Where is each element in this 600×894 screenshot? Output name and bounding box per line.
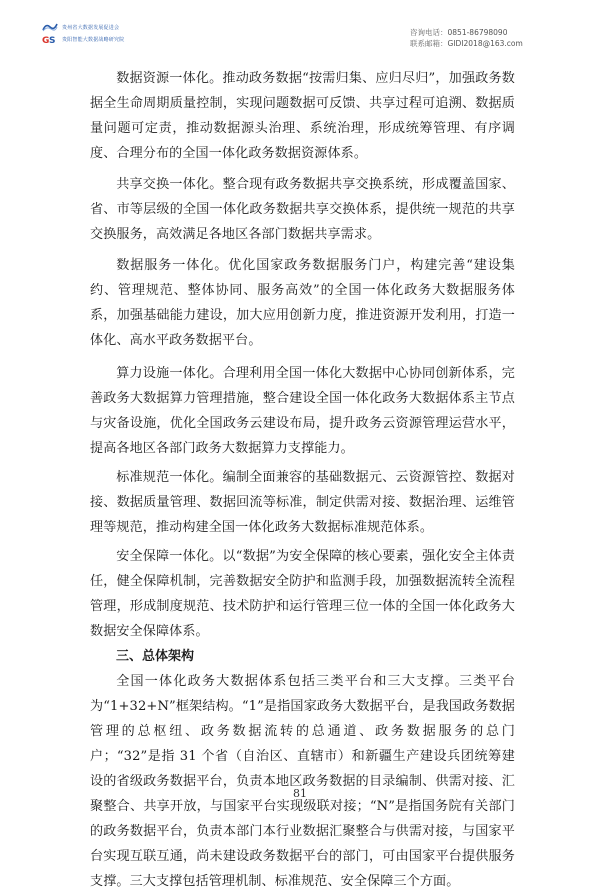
- contact-email-row: [410, 38, 523, 49]
- document-body: [90, 66, 515, 894]
- phone-label: 咨询电话：: [410, 28, 448, 37]
- phone-number: 0851-86798090: [447, 28, 508, 37]
- contact-phone-row: [410, 27, 523, 38]
- paragraph-sharing-exchange: 共享交换一体化。整合现有政务数据共享交换系统，形成覆盖国家、省、市等层级的全国一体化政务数据共享交换体系，提供统一规范的共享交换服务，高效满足各地区各部门数据共享需求。: [90, 177, 515, 242]
- paragraph-data-resources: 数据资源一体化。推动政务数据“按需归集、应归尽归”，加强政务数据全生命周期质量控制，实现问题数据可反馈、共享过程可追溯、数据质量问题可定责，推动数据源头治理、系统治理，形成统筹管理、有序调度、合理分布的全国一体化政务数据资源体系。: [90, 71, 515, 161]
- paragraph-standards: 标准规范一体化。编制全面兼容的基础数据元、云资源管控、数据对接、数据质量管理、数据回流等标准，制定供需对接、数据治理、运维管理等规范，推动构建全国一体化政务大数据标准规范体系。: [90, 470, 515, 535]
- organization-logos: [42, 22, 242, 48]
- paragraph-computing-facilities: 算力设施一体化。合理利用全国一体化大数据中心协同创新体系，完善政务大数据算力管理措施，整合建设全国一体化政务大数据体系主节点与灾备设施，优化全国政务云建设布局，提升政务云资源管理运营水平，提高各地区各部门政务大数据算力支撑能力。: [90, 366, 515, 456]
- association-logo: [42, 22, 119, 32]
- paragraph-security: 安全保障一体化。以“数据”为安全保障的核心要素，强化安全主体责任，健全保障机制，完善数据安全防护和监测手段，加强数据流转全流程管理，形成制度规范、技术防护和运行管理三位一体的全国一体化政务大数据安全保障体系。: [90, 549, 515, 639]
- page-number: 81: [293, 787, 307, 800]
- paragraph-overall-architecture: 全国一体化政务大数据体系包括三类平台和三大支撑。三类平台为“1+32+N”框架结构。“1”是指国家政务大数据平台，是我国政务数据管理的总枢纽、政务数据流转的总通道、政务数据服务的总门户；“32”是指 31 个省（自治区、直辖市）和新疆生产建设兵团统筹建设的省级政务数据平台，负责本地区政务数据的目录编制、供需对接、汇聚整合、共享开放，与国家平台实现级联对接；“N”是指国务院有关部门的政务数据平台，负责本部门本行业数据汇聚整合与供需对接，与国家平台实现互联互通，尚未建设政务数据平台的部门，可由国家平台提供服务支撑。三大支撑包括管理机制、标准规范、安全保障三个方面。: [90, 674, 515, 889]
- institute-emblem-icon: [42, 34, 58, 44]
- email-label: 联系邮箱：: [410, 39, 448, 48]
- page-header: [0, 0, 600, 58]
- svg-text:G: G: [42, 36, 50, 44]
- paragraph-data-services: 数据服务一体化。优化国家政务数据服务门户，构建完善“建设集约、管理规范、整体协同、服务高效”的全国一体化政务大数据服务体系，加强基础能力建设，加大应用创新力度，推进资源开发利用，打造一体化、高水平政务数据平台。: [90, 258, 515, 348]
- association-emblem-icon: [42, 22, 58, 32]
- institute-name: 贵阳智能大数据战略研究院: [62, 36, 125, 43]
- contact-info: [410, 27, 523, 49]
- svg-text:S: S: [49, 36, 56, 44]
- section-heading: 三、总体架构: [116, 649, 195, 664]
- email-address: GIDI2018@163.com: [447, 39, 523, 48]
- association-name: 贵州省大数据发展促进会: [62, 24, 120, 31]
- institute-logo: [42, 34, 124, 44]
